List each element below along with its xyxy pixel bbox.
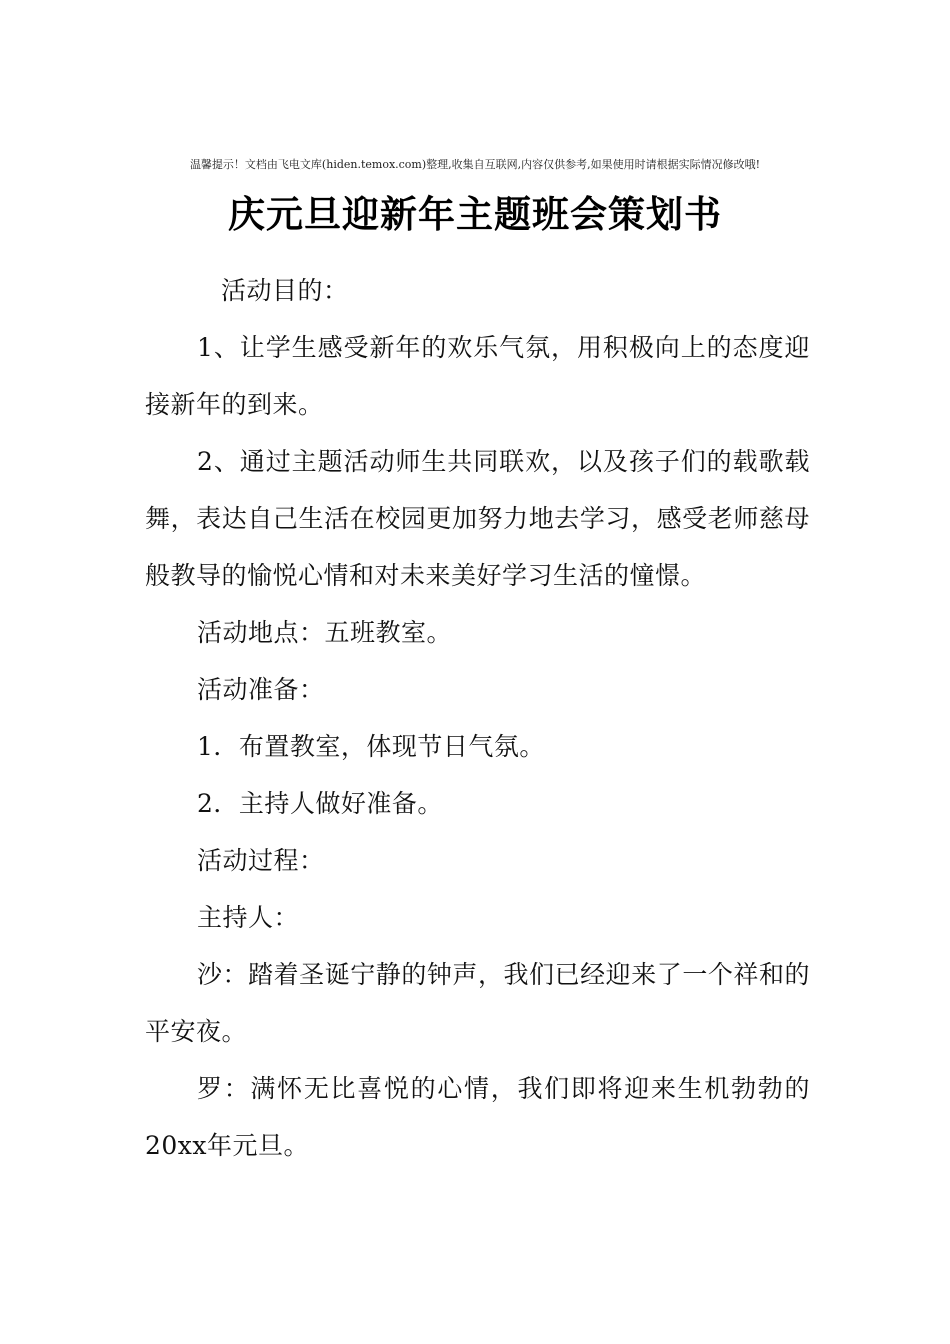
activity-location: 活动地点：五班教室。: [197, 618, 453, 647]
host-line-luo: 罗：满怀无比喜悦的心情，我们即将迎来生机勃勃的20xx年元旦。: [145, 1074, 810, 1160]
purpose-item-2: 2、通过主题活动师生共同联欢，以及孩子们的载歌载舞，表达自己生活在校园更加努力地去学习，感受老师慈母般教导的愉悦心情和对未来美好学习生活的憧憬。: [145, 447, 810, 590]
document-body: [145, 262, 810, 1174]
preparation-item-2: 2．主持人做好准备。: [197, 789, 443, 818]
section-heading-process: 活动过程：: [197, 846, 325, 875]
preparation-item-1: 1．布置教室，体现节日气氛。: [197, 732, 545, 761]
purpose-item-1: 1、让学生感受新年的欢乐气氛，用积极向上的态度迎接新年的到来。: [145, 333, 810, 419]
section-heading-preparation: 活动准备：: [197, 675, 325, 704]
hosts-label: 主持人：: [197, 903, 300, 932]
download-notice: 温馨提示！文档由飞电文库(hiden.temox.com)整理,收集自互联网,内容仅供参考,如果使用时请根据实际情况修改哦!: [189, 158, 761, 171]
document-title: 庆元旦迎新年主题班会策划书: [228, 193, 722, 236]
section-heading-purpose: 活动目的：: [221, 276, 349, 305]
host-line-sha: 沙：踏着圣诞宁静的钟声，我们已经迎来了一个祥和的平安夜。: [145, 960, 810, 1046]
